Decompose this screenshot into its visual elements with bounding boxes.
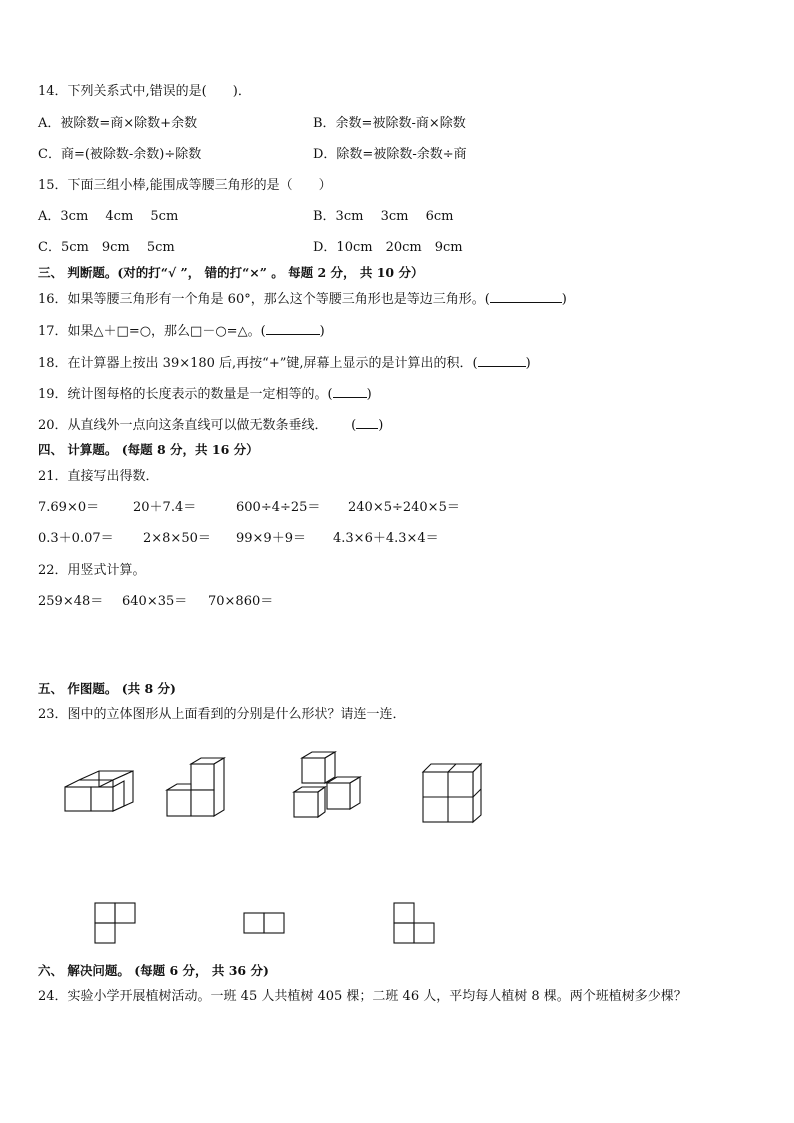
q15-option-b: B．3cm 3cm 6cm: [313, 209, 454, 224]
q17-text: 17．如果△＋□=○，那么□－○=△。(: [38, 324, 266, 339]
q21-expr-1: 7.69×0＝: [38, 500, 100, 515]
q21-expr-8: 4.3×6＋4.3×4＝: [333, 531, 439, 546]
q15-option-d: D．10cm 20cm 9cm: [313, 240, 463, 255]
q14-stem: 14．下列关系式中,错误的是( )．: [38, 84, 251, 99]
top-view-a: [95, 903, 135, 943]
q19-close: ): [366, 387, 372, 402]
q21-expr-5: 0.3＋0.07＝: [38, 531, 114, 546]
top-view-b: [244, 913, 284, 933]
section-5-heading: 五、 作图题。 (共 8 分): [38, 681, 176, 696]
section-4-heading: 四、 计算题。 (每题 8 分，共 16 分）: [38, 442, 259, 457]
q21-expr-3: 600÷4÷25＝: [236, 500, 321, 515]
q21-expr-6: 2×8×50＝: [143, 531, 211, 546]
q14-option-a: A．被除数=商×除数+余数: [38, 116, 198, 131]
q14-option-d: D．除数=被除数-余数÷商: [313, 147, 467, 162]
q14-option-b: B．余数=被除数-商×除数: [313, 116, 466, 131]
q20-close: ): [378, 418, 384, 433]
q16-text: 16．如果等腰三角形有一个角是 60°，那么这个等腰三角形也是等边三角形。(: [38, 292, 490, 307]
section-3-heading: 三、 判断题。(对的打“√ ”， 错的打“×” 。 每题 2 分， 共 10 分）: [38, 265, 424, 280]
q21-expr-2: 20＋7.4＝: [133, 500, 197, 515]
top-view-c: [394, 903, 434, 943]
q14-option-c: C．商=(被除数-余数)÷除数: [38, 147, 202, 162]
q17-close: ): [319, 324, 325, 339]
q20-text: 20．从直线外一点向这条直线可以做无数条垂线． (: [38, 418, 357, 433]
q22-expr-3: 70×860＝: [208, 594, 274, 609]
q15-stem: 15．下面三组小棒,能围成等腰三角形的是（ ）: [38, 178, 332, 193]
q21-expr-7: 99×9＋9＝: [236, 531, 306, 546]
solid-figure-4: [423, 764, 481, 822]
q23-stem: 23．图中的立体图形从上面看到的分别是什么形状？请连一连．: [38, 707, 406, 722]
solid-figure-1: [65, 771, 133, 811]
q18-close: ): [525, 356, 531, 371]
section-6-heading: 六、 解决问题。 (每题 6 分， 共 36 分): [38, 963, 269, 978]
q16-close: ): [561, 292, 567, 307]
q22-expr-2: 640×35＝: [122, 594, 188, 609]
q22-expr-1: 259×48＝: [38, 594, 104, 609]
solid-figure-2: [167, 758, 224, 816]
q21-expr-4: 240×5÷240×5＝: [348, 500, 460, 515]
q18-text: 18．在计算器上按出 39×180 后,再按“+”键,屏幕上显示的是计算出的积．(: [38, 356, 478, 371]
q21-stem: 21．直接写出得数．: [38, 469, 159, 484]
q19-text: 19．统计图每格的长度表示的数量是一定相等的。(: [38, 387, 333, 402]
q15-option-c: C．5cm 9cm 5cm: [38, 240, 175, 255]
q22-stem: 22．用竖式计算。: [38, 563, 146, 578]
q15-option-a: A．3cm 4cm 5cm: [38, 209, 179, 224]
q24-stem: 24．实验小学开展植树活动。一班 45 人共植树 405 棵；二班 46 人，平均每人植树 8 棵。两个班植树多少棵？: [38, 989, 687, 1004]
solid-figure-3: [294, 752, 360, 817]
